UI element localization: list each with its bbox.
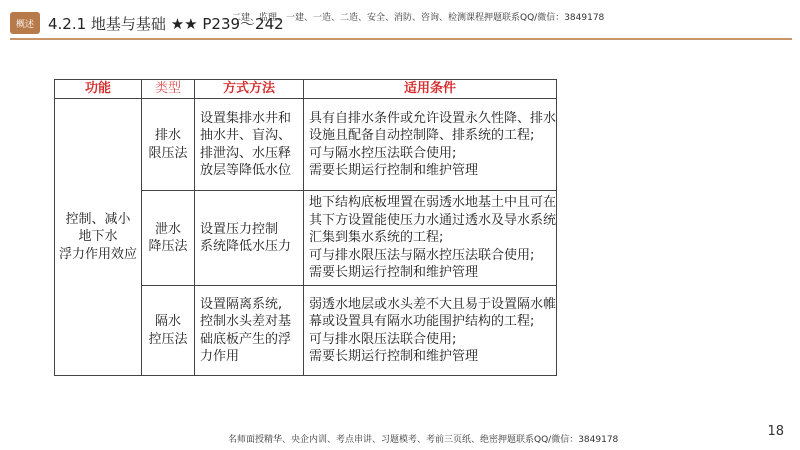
type-cell: [142, 286, 195, 376]
table-header-row: [55, 80, 557, 99]
function-line: 控制、减小: [65, 211, 131, 227]
type-line: 控压法: [148, 331, 188, 347]
method-line: 设置隔离系统,: [200, 296, 283, 312]
condition-line: 可与排水限压法联合使用;: [309, 331, 457, 347]
condition-line: 设施且配备自动控制降、排系统的工程;: [309, 128, 535, 143]
type-line: 降压法: [148, 239, 188, 254]
method-cell: [195, 191, 304, 286]
method-line: 放层等降低水位: [200, 163, 292, 178]
col-header-type: 类型: [142, 80, 195, 99]
method-line: 系统降低水压力: [200, 239, 292, 254]
type-cell: [142, 99, 195, 191]
col-header-function: 功能: [55, 80, 142, 99]
col-header-method: 方式方法: [195, 80, 304, 99]
condition-line: 可与隔水控压法联合使用;: [309, 145, 457, 161]
type-line: 泄水: [154, 221, 181, 237]
condition-line: 可与排水限压法与隔水控压法联合使用;: [309, 247, 535, 263]
header-contact-note: 二建、监理、一建、一造、二造、安全、消防、咨询、检测课程押题联系QQ/微信：3849178: [232, 13, 605, 23]
page-number: 18: [767, 424, 784, 439]
method-cell: [195, 99, 304, 191]
method-line: 抽水井、盲沟、: [200, 128, 292, 143]
title-underline: [10, 38, 792, 40]
type-cell: [142, 191, 195, 286]
condition-line: 需要长期运行控制和维护管理: [309, 163, 479, 178]
footer-contact-note: 名师面授精华、央企内训、考点串讲、习题模考、考前三页纸、绝密押题联系QQ/微信：3849178: [228, 435, 619, 445]
condition-line: 汇集到集水系统的工程;: [309, 230, 444, 246]
measures-table: [54, 79, 557, 376]
function-line: 地下水: [78, 229, 118, 245]
section-badge: 概述: [10, 12, 40, 34]
method-line: 设置压力控制: [200, 221, 279, 237]
type-line: 限压法: [148, 145, 188, 161]
condition-line: 需要长期运行控制和维护管理: [309, 265, 479, 281]
slide-title: 4.2.1 地基与基础 ★★ P239～242: [48, 15, 284, 33]
col-header-condition: 适用条件: [304, 80, 557, 99]
function-line: 浮力作用效应: [58, 246, 137, 262]
condition-line: 需要长期运行控制和维护管理: [309, 349, 479, 364]
method-line: 排泄沟、水压释: [200, 145, 292, 161]
method-line: 础底板产生的浮: [200, 331, 292, 347]
condition-line: 幕或设置具有隔水功能围护结构的工程;: [309, 314, 535, 329]
method-cell: [195, 286, 304, 376]
condition-line: 弱透水地层或水头差不大且易于设置隔水帷: [309, 296, 557, 312]
table-row: [55, 99, 557, 191]
condition-line: 具有自排水条件或允许设置永久性降、排水: [309, 110, 557, 126]
method-line: 力作用: [200, 349, 240, 364]
condition-cell: [304, 99, 557, 191]
function-cell: [55, 99, 142, 376]
type-line: 隔水: [154, 314, 181, 329]
condition-cell: [304, 286, 557, 376]
condition-line: 地下结构底板埋置在弱透水地基土中且可在: [309, 195, 557, 211]
type-line: 排水: [154, 128, 181, 143]
condition-line: 其下方设置能使压力水通过透水及导水系统: [309, 212, 557, 228]
method-line: 设置集排水井和: [200, 110, 292, 126]
method-line: 控制水头差对基: [200, 314, 292, 329]
condition-cell: [304, 191, 557, 286]
